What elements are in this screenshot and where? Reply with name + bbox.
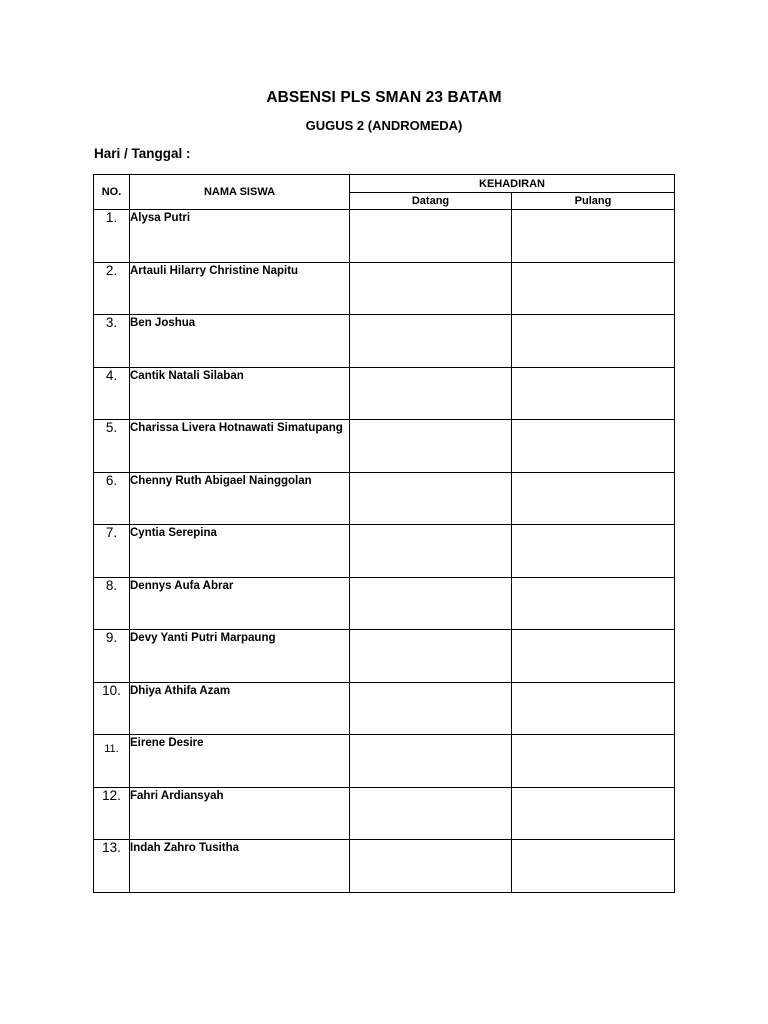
document-subtitle: GUGUS 2 (ANDROMEDA) (305, 118, 463, 133)
table-row (94, 630, 675, 683)
arrival-cell (350, 210, 512, 263)
student-name: Alysa Putri (130, 210, 350, 263)
row-number: 7. (94, 525, 130, 578)
table-row (94, 787, 675, 840)
row-number: 10. (94, 682, 130, 735)
departure-cell (512, 840, 675, 893)
departure-cell (512, 420, 675, 473)
header-student-name: NAMA SISWA (130, 175, 350, 210)
document-title: ABSENSI PLS SMAN 23 BATAM (266, 89, 502, 106)
student-name: Fahri Ardiansyah (130, 787, 350, 840)
row-number: 11. (94, 735, 130, 788)
row-number: 5. (94, 420, 130, 473)
student-name: Cantik Natali Silaban (130, 367, 350, 420)
row-number: 6. (94, 472, 130, 525)
table-row (94, 472, 675, 525)
departure-cell (512, 682, 675, 735)
date-label: Hari / Tanggal : (94, 146, 191, 161)
departure-cell (512, 315, 675, 368)
row-number: 4. (94, 367, 130, 420)
row-number: 3. (94, 315, 130, 368)
row-number: 12. (94, 787, 130, 840)
row-number: 13. (94, 840, 130, 893)
departure-cell (512, 210, 675, 263)
attendance-table-body (94, 210, 675, 893)
table-row (94, 682, 675, 735)
student-name: Ben Joshua (130, 315, 350, 368)
student-name: Dennys Aufa Abrar (130, 577, 350, 630)
student-name: Dhiya Athifa Azam (130, 682, 350, 735)
header-departure: Pulang (512, 193, 675, 210)
arrival-cell (350, 472, 512, 525)
table-row (94, 315, 675, 368)
header-arrival: Datang (350, 193, 512, 210)
departure-cell (512, 735, 675, 788)
table-row (94, 735, 675, 788)
arrival-cell (350, 577, 512, 630)
arrival-cell (350, 315, 512, 368)
departure-cell (512, 525, 675, 578)
arrival-cell (350, 420, 512, 473)
attendance-table (93, 174, 675, 893)
arrival-cell (350, 735, 512, 788)
student-name: Eirene Desire (130, 735, 350, 788)
arrival-cell (350, 630, 512, 683)
departure-cell (512, 472, 675, 525)
row-number: 9. (94, 630, 130, 683)
attendance-table-header (94, 175, 675, 210)
departure-cell (512, 577, 675, 630)
departure-cell (512, 262, 675, 315)
arrival-cell (350, 682, 512, 735)
table-row (94, 262, 675, 315)
table-row (94, 840, 675, 893)
header-attendance: KEHADIRAN (350, 175, 675, 193)
departure-cell (512, 630, 675, 683)
arrival-cell (350, 262, 512, 315)
student-name: Artauli Hilarry Christine Napitu (130, 262, 350, 315)
table-row (94, 420, 675, 473)
departure-cell (512, 787, 675, 840)
student-name: Chenny Ruth Abigael Nainggolan (130, 472, 350, 525)
row-number: 8. (94, 577, 130, 630)
student-name: Devy Yanti Putri Marpaung (130, 630, 350, 683)
table-row (94, 210, 675, 263)
arrival-cell (350, 787, 512, 840)
table-row (94, 577, 675, 630)
student-name: Charissa Livera Hotnawati Simatupang (130, 420, 350, 473)
table-row (94, 367, 675, 420)
student-name: Cyntia Serepina (130, 525, 350, 578)
student-name: Indah Zahro Tusitha (130, 840, 350, 893)
arrival-cell (350, 525, 512, 578)
header-no: NO. (94, 175, 130, 210)
table-row (94, 525, 675, 578)
row-number: 1. (94, 210, 130, 263)
arrival-cell (350, 367, 512, 420)
departure-cell (512, 367, 675, 420)
row-number: 2. (94, 262, 130, 315)
arrival-cell (350, 840, 512, 893)
